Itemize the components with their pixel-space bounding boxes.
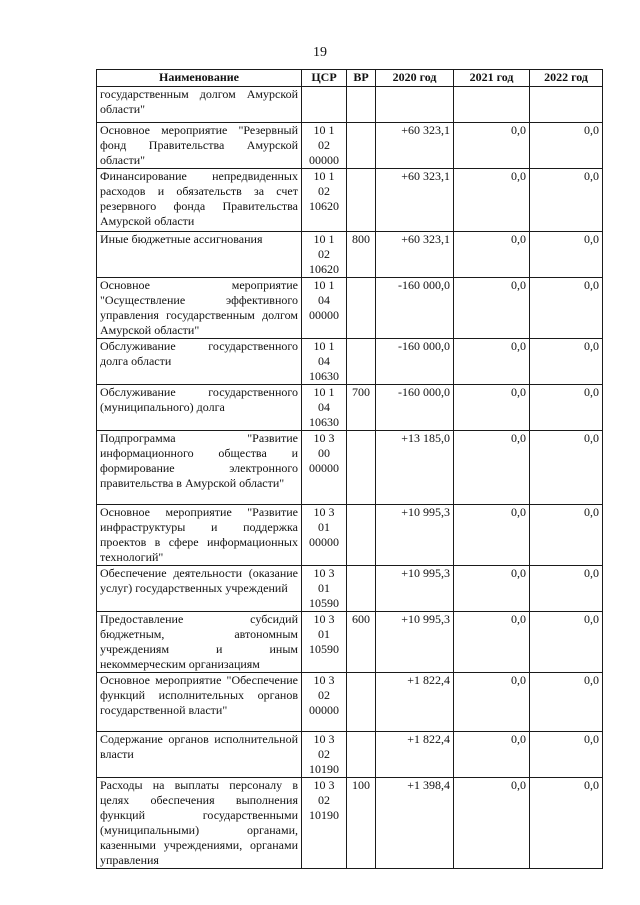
row-vr: [347, 431, 376, 505]
table-row: [97, 673, 603, 732]
row-2020: +60 323,1: [376, 169, 454, 232]
csr-code-part: 10590: [309, 642, 339, 656]
table-row-continuation: [97, 87, 603, 123]
row-2021: 0,0: [454, 732, 530, 778]
header-2022: 2022 год: [530, 70, 603, 87]
csr-code-part: 02: [318, 688, 330, 702]
table-header-row: [97, 70, 603, 87]
row-2020: -160 000,0: [376, 278, 454, 339]
row-vr: 800: [347, 232, 376, 278]
csr-code-part: 10 1: [313, 123, 335, 137]
row-name: Подпрограмма "Развитие информационного общества и формирование электронного правительства в Амурской области": [97, 431, 302, 505]
row-name: Обслуживание государственного долга области: [97, 339, 302, 385]
table-row: [97, 778, 603, 869]
row-vr: [347, 566, 376, 612]
row-vr: [347, 673, 376, 732]
row-2022: 0,0: [530, 123, 603, 169]
row-2022: 0,0: [530, 278, 603, 339]
csr-code-part: 10190: [309, 808, 339, 822]
row-2022: 0,0: [530, 566, 603, 612]
table-row: [97, 566, 603, 612]
csr-code-part: 02: [318, 793, 330, 807]
csr-code-part: 10 1: [313, 169, 335, 183]
csr-code-part: 10 1: [313, 232, 335, 246]
csr-code-part: 01: [318, 581, 330, 595]
table-row: [97, 505, 603, 566]
row-2021: 0,0: [454, 169, 530, 232]
csr-code-part: 10 3: [313, 732, 335, 746]
row-2020: +60 323,1: [376, 232, 454, 278]
csr-code-part: 00000: [309, 535, 339, 549]
row-csr: [302, 612, 347, 673]
csr-code-part: 10 3: [313, 673, 335, 687]
csr-code-part: 04: [318, 400, 330, 414]
row-name: Иные бюджетные ассигнования: [97, 232, 302, 278]
row-csr: [302, 385, 347, 431]
csr-code-part: 10630: [309, 369, 339, 383]
row-vr: 700: [347, 385, 376, 431]
row-csr: [302, 505, 347, 566]
csr-code-part: 10620: [309, 262, 339, 276]
row-vr: 600: [347, 612, 376, 673]
row-vr: [347, 732, 376, 778]
csr-code-part: 10 3: [313, 612, 335, 626]
table-row: [97, 278, 603, 339]
row-2022: 0,0: [530, 339, 603, 385]
row-name: Финансирование непредвиденных расходов и обязательств за счет резервного фонда Правительства Амурской области: [97, 169, 302, 232]
row-2020: +10 995,3: [376, 566, 454, 612]
row-2022: 0,0: [530, 505, 603, 566]
row-2021: 0,0: [454, 339, 530, 385]
row-name: Основное мероприятие "Обеспечение функций исполнительных органов государственной власти": [97, 673, 302, 732]
row-2022: 0,0: [530, 732, 603, 778]
csr-code-part: 02: [318, 138, 330, 152]
csr-code-part: 10630: [309, 415, 339, 429]
row-2021: 0,0: [454, 778, 530, 869]
row-2021: 0,0: [454, 278, 530, 339]
table-row: [97, 732, 603, 778]
row-2020: +13 185,0: [376, 431, 454, 505]
header-csr: ЦСР: [302, 70, 347, 87]
row-name: Обслуживание государственного (муниципального) долга: [97, 385, 302, 431]
csr-code-part: 10 1: [313, 339, 335, 353]
row-vr: [347, 123, 376, 169]
table-row: [97, 169, 603, 232]
row-2020: -160 000,0: [376, 385, 454, 431]
csr-code-part: 00: [318, 446, 330, 460]
row-name: Основное мероприятие "Резервный фонд Правительства Амурской области": [97, 123, 302, 169]
row-vr: [347, 278, 376, 339]
csr-code-part: 10 1: [313, 278, 335, 292]
row-csr: [302, 232, 347, 278]
csr-code-part: 10620: [309, 199, 339, 213]
csr-code-part: 10 3: [313, 431, 335, 445]
csr-code-part: 01: [318, 627, 330, 641]
row-csr: [302, 778, 347, 869]
row-2020: +1 822,4: [376, 673, 454, 732]
table-row: [97, 123, 603, 169]
row-name: Обеспечение деятельности (оказание услуг) государственных учреждений: [97, 566, 302, 612]
table-row: [97, 232, 603, 278]
csr-code-part: 10 3: [313, 566, 335, 580]
csr-code-part: 10 3: [313, 505, 335, 519]
csr-code-part: 10 3: [313, 778, 335, 792]
table-row: [97, 612, 603, 673]
budget-table: [96, 69, 603, 869]
row-name: Основное мероприятие "Осуществление эффективного управления государственным долгом Амурской области": [97, 278, 302, 339]
row-csr: [302, 566, 347, 612]
row-2022: 0,0: [530, 673, 603, 732]
csr-code-part: 00000: [309, 153, 339, 167]
csr-code-part: 10 1: [313, 385, 335, 399]
row-csr: [302, 87, 347, 123]
csr-code-part: 04: [318, 354, 330, 368]
row-2020: +60 323,1: [376, 123, 454, 169]
csr-code-part: 02: [318, 247, 330, 261]
table-row: [97, 385, 603, 431]
row-name: Предоставление субсидий бюджетным, автономным учреждениям и иным некоммерческим организациям: [97, 612, 302, 673]
row-vr: [347, 505, 376, 566]
row-2020: +10 995,3: [376, 612, 454, 673]
row-2022: 0,0: [530, 778, 603, 869]
row-name: Содержание органов исполнительной власти: [97, 732, 302, 778]
row-2021: 0,0: [454, 505, 530, 566]
row-2020: +1 822,4: [376, 732, 454, 778]
row-2020: -160 000,0: [376, 339, 454, 385]
row-vr: [347, 169, 376, 232]
row-2021: 0,0: [454, 566, 530, 612]
row-csr: [302, 673, 347, 732]
row-csr: [302, 732, 347, 778]
row-2021: 0,0: [454, 123, 530, 169]
csr-code-part: 04: [318, 293, 330, 307]
row-vr: [347, 339, 376, 385]
csr-code-part: 02: [318, 747, 330, 761]
row-2020: +1 398,4: [376, 778, 454, 869]
row-csr: [302, 339, 347, 385]
row-2022: 0,0: [530, 612, 603, 673]
csr-code-part: 02: [318, 184, 330, 198]
row-name: Основное мероприятие "Развитие инфраструктуры и поддержка проектов в сфере информационных технологий": [97, 505, 302, 566]
row-csr: [302, 431, 347, 505]
row-vr: 100: [347, 778, 376, 869]
row-name: Расходы на выплаты персоналу в целях обеспечения выполнения функций государственными (муниципальными) органами, казенными учреждениями, органами управления: [97, 778, 302, 869]
csr-code-part: 00000: [309, 461, 339, 475]
csr-code-part: 10590: [309, 596, 339, 610]
csr-code-part: 10190: [309, 762, 339, 776]
header-vr: ВР: [347, 70, 376, 87]
header-2021: 2021 год: [454, 70, 530, 87]
row-2022: 0,0: [530, 169, 603, 232]
csr-code-part: 00000: [309, 308, 339, 322]
page-number: 19: [313, 45, 327, 60]
row-2021: [454, 87, 530, 123]
row-2021: 0,0: [454, 385, 530, 431]
row-2022: [530, 87, 603, 123]
table-row: [97, 339, 603, 385]
row-2022: 0,0: [530, 232, 603, 278]
row-2020: [376, 87, 454, 123]
row-csr: [302, 169, 347, 232]
csr-code-part: 00000: [309, 703, 339, 717]
csr-code-part: 01: [318, 520, 330, 534]
table-row: [97, 431, 603, 505]
row-vr: [347, 87, 376, 123]
header-name: Наименование: [97, 70, 302, 87]
row-2022: 0,0: [530, 431, 603, 505]
row-2021: 0,0: [454, 431, 530, 505]
row-2021: 0,0: [454, 673, 530, 732]
row-csr: [302, 123, 347, 169]
row-2022: 0,0: [530, 385, 603, 431]
row-csr: [302, 278, 347, 339]
row-2020: +10 995,3: [376, 505, 454, 566]
row-name: государственным долгом Амурской области": [97, 87, 302, 123]
row-2021: 0,0: [454, 612, 530, 673]
header-2020: 2020 год: [376, 70, 454, 87]
row-2021: 0,0: [454, 232, 530, 278]
